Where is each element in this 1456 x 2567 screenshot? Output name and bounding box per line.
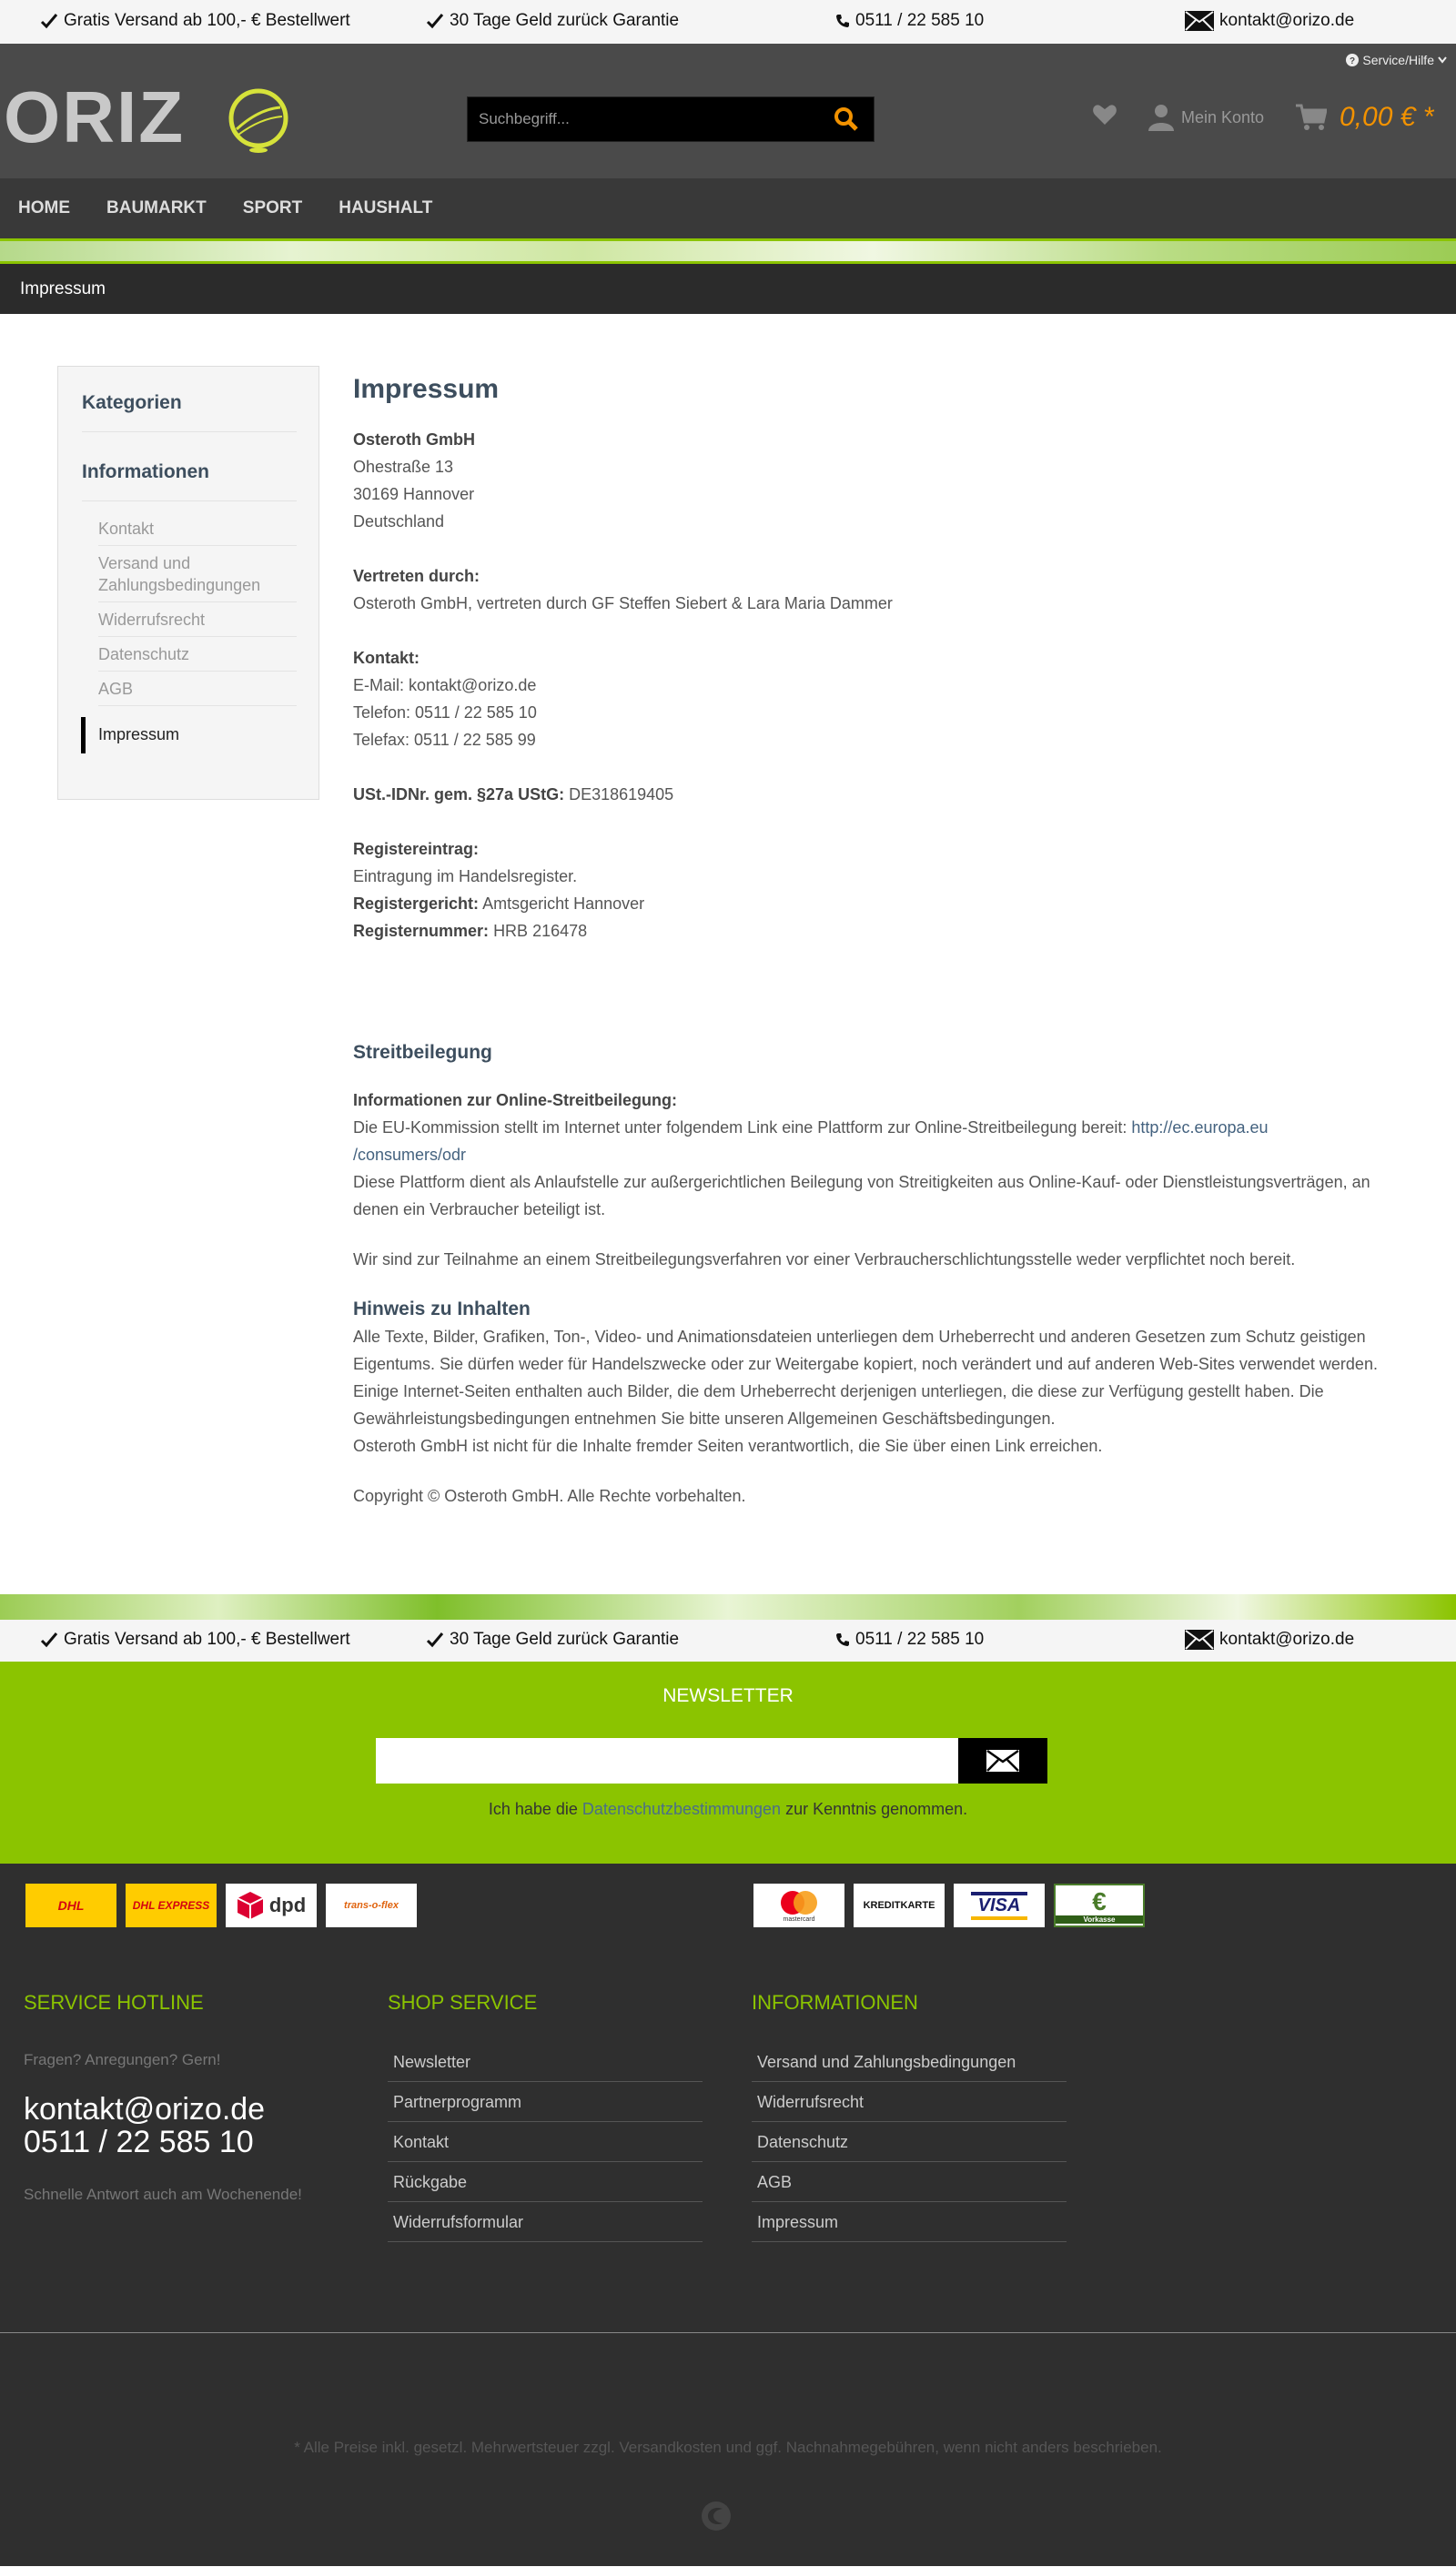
sidebar-item-kontakt[interactable]: Kontakt: [98, 520, 155, 538]
contact-email: E-Mail: kontakt@orizo.de: [353, 676, 537, 694]
envelope-icon: [986, 1750, 1019, 1772]
search-button[interactable]: [819, 97, 874, 141]
price-note: * Alle Preise inkl. gesetzl. Mehrwertsteuer zzgl. Versandkosten und ggf. Nachnahmegebühren, wenn nicht anders beschrieben.: [294, 2439, 1162, 2456]
privacy-note-pre: Ich habe die: [488, 1800, 578, 1818]
trans-o-flex-logo: trans-o-flex: [326, 1884, 417, 1927]
kreditkarte-logo: KREDITKARTE: [854, 1884, 945, 1927]
hotline-subtitle: Fragen? Anregungen? Gern!: [24, 2051, 221, 2068]
heart-icon: [1092, 104, 1117, 126]
dispute-text-3: Wir sind zur Teilnahme an einem Streitbeilegungsverfahren vor einer Verbraucherschlichtungsstelle weder verpflichtet noch bereit.: [353, 1250, 1296, 1268]
newsletter-title: NEWSLETTER: [662, 1685, 794, 1706]
register-number-label: Registernummer:: [353, 922, 490, 940]
sidebar-item-datenschutz[interactable]: Datenschutz: [98, 645, 190, 663]
account-button[interactable]: [1148, 104, 1264, 131]
usp-email-text: kontakt@orizo.de: [1219, 11, 1355, 30]
orizo-logo: [4, 82, 295, 155]
divider: [98, 636, 297, 637]
dpd-logo: [226, 1884, 317, 1927]
register-entry: Eintragung im Handelsregister.: [353, 867, 578, 885]
user-icon: [1148, 104, 1174, 131]
sidebar-categories-heading[interactable]: Kategorien: [82, 392, 182, 413]
envelope-icon: [1185, 1630, 1214, 1650]
divider: [98, 601, 297, 602]
usp-phone[interactable]: [835, 11, 984, 31]
footer-link-rueckgabe[interactable]: Rückgabe: [388, 2162, 703, 2202]
sidebar-item-agb[interactable]: AGB: [98, 680, 134, 698]
phone-icon: [835, 14, 850, 28]
header-grass-banner: [0, 238, 1456, 264]
imprint-content: [353, 371, 1400, 1510]
check-icon: [40, 1631, 58, 1649]
dpd-text: dpd: [268, 1894, 307, 1916]
cart-total: 0,00 € *: [1340, 102, 1434, 132]
visa-logo: [954, 1884, 1045, 1927]
footer-link-widerrufsformular[interactable]: Widerrufsformular: [388, 2202, 703, 2242]
footer-link-partnerprogramm[interactable]: Partnerprogramm: [388, 2082, 703, 2122]
vat-id: DE318619405: [569, 785, 674, 803]
hotline-title: SERVICE HOTLINE: [24, 1991, 204, 2014]
site-header: [0, 44, 1456, 178]
search-input[interactable]: [468, 97, 819, 141]
address-street: Ohestraße 13: [353, 458, 454, 476]
dpd-cube-icon: [237, 1891, 264, 1920]
vorkasse-logo: [1054, 1884, 1145, 1927]
shop-service-links: [388, 2042, 703, 2242]
phone-icon: [835, 1632, 850, 1647]
question-icon: [1346, 54, 1359, 66]
usp-shipping-text: Gratis Versand ab 100,- € Bestellwert: [64, 1630, 350, 1649]
footer-usp-bar: [0, 1620, 1456, 1662]
footer-shop-service: [388, 1991, 703, 2242]
contact-phone: Telefon: 0511 / 22 585 10: [353, 703, 537, 722]
divider: [98, 671, 297, 672]
dispute-label: Informationen zur Online-Streitbeilegung:: [353, 1091, 678, 1109]
site-footer: [0, 1864, 1456, 2566]
privacy-note-post: zur Kenntnis genommen.: [785, 1800, 968, 1818]
usp-email[interactable]: [1185, 1630, 1354, 1650]
chevron-down-icon: [1438, 56, 1447, 64]
dispute-text-2: Diese Plattform dient als Anlaufstelle zur außergerichtlichen Beilegung von Streitigkeiten aus Online-Kauf- oder Dienstleistungsverträgen, an denen ein Verbraucher beteiligt ist.: [353, 1173, 1370, 1218]
content-text-2: Osteroth GmbH ist nicht für die Inhalte fremder Seiten verantwortlich, die Sie über einen Link erreichen.: [353, 1437, 1103, 1455]
copyright: Copyright © Osteroth GmbH. Alle Rechte vorbehalten.: [353, 1487, 746, 1505]
service-menu[interactable]: [1346, 53, 1447, 67]
footer-link-widerrufsrecht[interactable]: Widerrufsrecht: [752, 2082, 1067, 2122]
footer-link-newsletter[interactable]: Newsletter: [388, 2042, 703, 2082]
usp-phone-text: 0511 / 22 585 10: [855, 11, 985, 30]
svg-text:?: ?: [1350, 56, 1356, 66]
usp-shipping: [40, 1630, 350, 1650]
cart-button[interactable]: [1296, 102, 1433, 133]
hotline-note: Schnelle Antwort auch am Wochenende!: [24, 2186, 302, 2203]
sidebar-item-versand[interactable]: Versand und Zahlungsbedingungen: [98, 554, 261, 594]
usp-guarantee-text: 30 Tage Geld zurück Garantie: [450, 11, 680, 30]
divider: [98, 545, 297, 546]
court-value: Amtsgericht Hannover: [482, 894, 645, 913]
nav-baumarkt[interactable]: BAUMARKT: [106, 198, 207, 217]
search-box: [467, 96, 875, 142]
odr-link[interactable]: http://ec.europa.eu: [1131, 1118, 1269, 1137]
page-content: [0, 314, 1456, 1594]
sidebar-item-impressum[interactable]: Impressum: [98, 725, 180, 743]
represented-label: Vertreten durch:: [353, 567, 480, 585]
usp-guarantee: [426, 11, 679, 31]
contact-label: Kontakt:: [353, 649, 420, 667]
sidebar-item-widerrufsrecht[interactable]: Widerrufsrecht: [98, 611, 206, 629]
mastercard-circles: [776, 1889, 822, 1916]
represented-text: Osteroth GmbH, vertreten durch GF Steffen Siebert & Lara Maria Dammer: [353, 594, 893, 612]
hotline-email[interactable]: kontakt@orizo.de: [24, 2092, 266, 2127]
service-label: Service/Hilfe: [1362, 53, 1434, 67]
newsletter-email-input[interactable]: [376, 1738, 958, 1784]
footer-divider: [0, 2332, 1456, 2333]
odr-link-cont[interactable]: /consumers/odr: [353, 1146, 467, 1164]
active-indicator: [81, 717, 86, 753]
site-logo[interactable]: [4, 82, 295, 159]
payment-logos: [753, 1884, 1145, 1927]
cart-icon: [1296, 104, 1327, 131]
footer-hotline: [24, 1991, 302, 2204]
check-icon: [426, 12, 444, 30]
usp-phone-text: 0511 / 22 585 10: [855, 1630, 985, 1649]
footer-link-datenschutz[interactable]: Datenschutz: [752, 2122, 1067, 2162]
check-icon: [40, 12, 58, 30]
divider: [82, 431, 297, 432]
account-label: Mein Konto: [1181, 107, 1265, 126]
logo-text: ORIZ: [4, 82, 186, 155]
footer-grass-banner: [0, 1594, 1456, 1620]
euro-icon: €: [1092, 1886, 1107, 1915]
sidebar: [57, 366, 319, 800]
contact-fax: Telefax: 0511 / 22 585 99: [353, 731, 536, 749]
shopware-icon[interactable]: [701, 2501, 732, 2536]
shop-service-title: SHOP SERVICE: [388, 1991, 538, 2014]
sidebar-information-heading[interactable]: Informationen: [82, 461, 209, 482]
informationen-links: [752, 2042, 1067, 2242]
breadcrumb-current[interactable]: Impressum: [20, 278, 106, 298]
dhl-express-logo: DHL EXPRESS: [126, 1884, 217, 1927]
footer-link-versand[interactable]: Versand und Zahlungsbedingungen: [752, 2042, 1067, 2082]
page-title: Impressum: [353, 374, 500, 404]
informationen-title: INFORMATIONEN: [752, 1991, 918, 2014]
footer-link-kontakt[interactable]: Kontakt: [388, 2122, 703, 2162]
usp-shipping: [40, 11, 350, 31]
usp-bar: [0, 0, 1456, 44]
usp-email[interactable]: [1185, 11, 1354, 31]
dispute-text: Die EU-Kommission stellt im Internet unter folgendem Link eine Plattform zur Online-Streitbeilegung bereit:: [353, 1118, 1127, 1137]
usp-phone[interactable]: [835, 1630, 984, 1650]
check-icon: [426, 1631, 444, 1649]
register-label: Registereintrag:: [353, 840, 480, 858]
footer-link-agb[interactable]: AGB: [752, 2162, 1067, 2202]
usp-email-text: kontakt@orizo.de: [1219, 1630, 1355, 1649]
address-country: Deutschland: [353, 512, 445, 531]
nav-sport[interactable]: SPORT: [242, 198, 303, 217]
register-number: HRB 216478: [493, 922, 588, 940]
hotline-phone[interactable]: 0511 / 22 585 10: [24, 2125, 254, 2159]
visa-text: VISA: [971, 1892, 1028, 1920]
usp-shipping-text: Gratis Versand ab 100,- € Bestellwert: [64, 11, 350, 30]
divider: [98, 705, 297, 706]
main-nav: [0, 178, 1456, 238]
usp-guarantee: [426, 1630, 679, 1650]
breadcrumb: [0, 264, 1456, 314]
nav-home[interactable]: HOME: [18, 198, 70, 217]
dispute-heading: Streitbeilegung: [353, 1042, 492, 1063]
privacy-link[interactable]: Datenschutzbestimmungen: [581, 1800, 782, 1818]
nav-haushalt[interactable]: HAUSHALT: [339, 198, 433, 217]
usp-guarantee-text: 30 Tage Geld zurück Garantie: [450, 1630, 680, 1649]
company-name: Osteroth GmbH: [353, 430, 476, 449]
dhl-logo: DHL: [25, 1884, 116, 1927]
vat-label: USt.-IDNr. gem. §27a UStG:: [353, 785, 565, 803]
mastercard-logo: [753, 1884, 844, 1927]
newsletter-submit-button[interactable]: [958, 1738, 1047, 1784]
divider: [82, 500, 297, 501]
content-text: Alle Texte, Bilder, Grafiken, Ton-, Video- und Animationsdateien unterliegen dem Urheberrecht und anderen Gesetzen zum Schutz geistigen Eigentums. Sie dürfen weder für Handelszwecke oder zur Weitergabe kopiert, noch verändert und auf anderen Web-Sites verwendet werden. Einige Internet-Seiten enthalten auch Bilder, die dem Urheberrecht derjenigen unterliegen, die diese zur Verfügung gestellt haben. Die Gewährleistungsbedingungen entnehmen Sie bitte unseren Allgemeinen Geschäftsbedingungen.: [353, 1328, 1378, 1428]
envelope-icon: [1185, 11, 1214, 31]
newsletter-privacy-note: [0, 1800, 1456, 1819]
newsletter-section: [0, 1662, 1456, 1864]
vorkasse-text: Vorkasse: [1056, 1915, 1143, 1924]
court-label: Registergericht:: [353, 894, 480, 913]
shopware-logo-icon: [701, 2501, 732, 2532]
wishlist-button[interactable]: [1092, 104, 1117, 126]
shipping-logos: [25, 1884, 417, 1927]
footer-link-impressum[interactable]: Impressum: [752, 2202, 1067, 2242]
content-heading: Hinweis zu Inhalten: [353, 1299, 531, 1319]
search-icon: [834, 106, 859, 132]
address-city: 30169 Hannover: [353, 485, 475, 503]
footer-informationen: [752, 1991, 1067, 2242]
mastercard-text: mastercard: [783, 1915, 815, 1923]
